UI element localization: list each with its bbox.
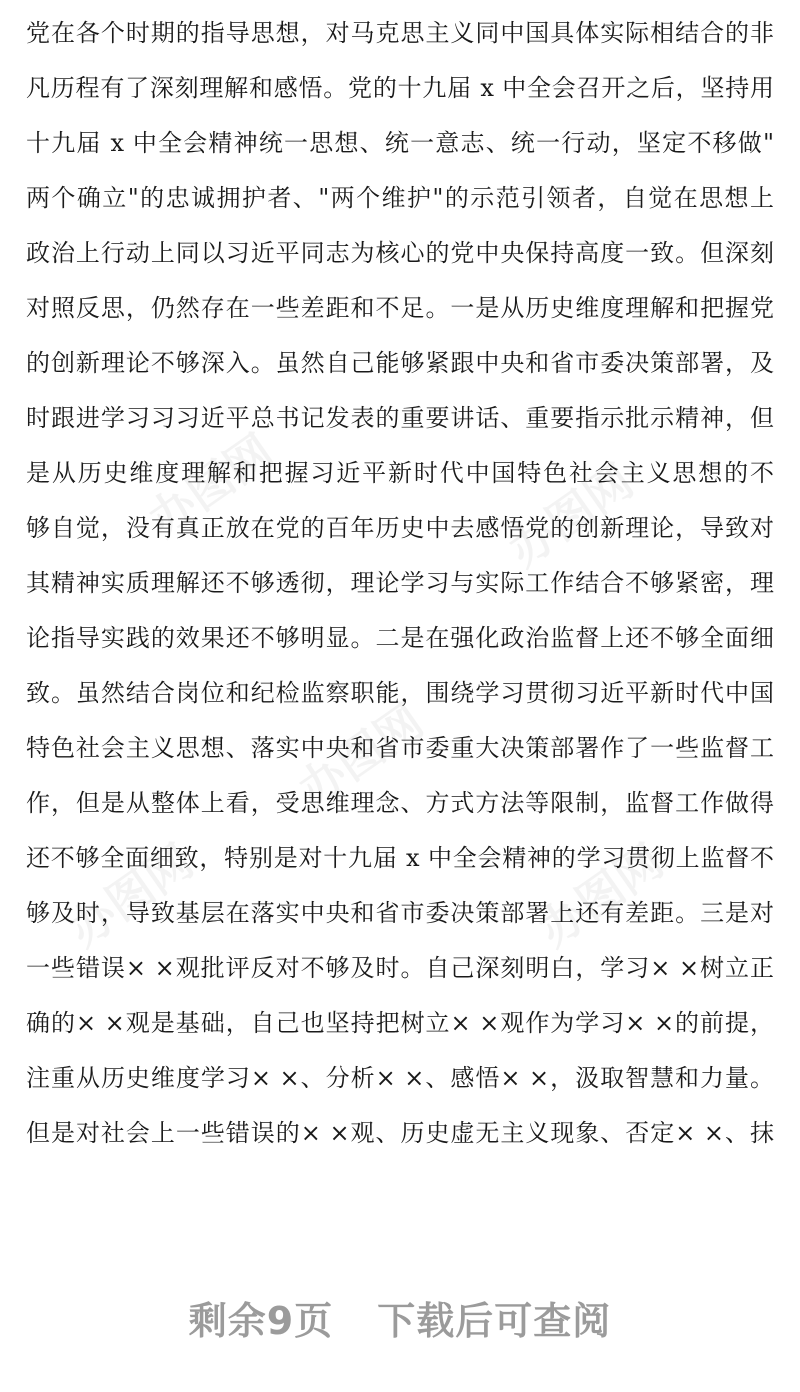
- document-text-line: 时跟进学习习习近平总书记发表的重要讲话、重要指示批示精神，但: [26, 404, 774, 432]
- document-text-line: 政治上行动上同以习近平同志为核心的党中央保持高度一致。但深刻: [26, 239, 774, 267]
- download-hint-label: 下载后可查阅: [377, 1299, 612, 1343]
- document-text-line: 确的× ×观是基础，自己也坚持把树立× ×观作为学习× ×的前提，: [26, 1009, 774, 1037]
- document-text-line: 作，但是从整体上看，受思维理念、方式方法等限制，监督工作做得: [26, 789, 774, 817]
- document-text-line: 两个确立"的忠诚拥护者、"两个维护"的示范引领者，自觉在思想上: [26, 184, 774, 212]
- document-text-line: 的创新理论不够深入。虽然自己能够紧跟中央和省市委决策部署，及: [26, 349, 774, 377]
- document-text-line: 凡历程有了深刻理解和感悟。党的十九届 x 中全会召开之后，坚持用: [26, 74, 774, 102]
- document-text-line: 一些错误× ×观批评反对不够及时。自己深刻明白，学习× ×树立正: [26, 954, 774, 982]
- document-text-line: 还不够全面细致，特别是对十九届 x 中全会精神的学习贯彻上监督不: [26, 844, 774, 872]
- document-text-line: 特色社会主义思想、落实中央和省市委重大决策部署作了一些监督工: [26, 734, 774, 762]
- document-text-line: 注重从历史维度学习× ×、分析× ×、感悟× ×，汲取智慧和力量。: [26, 1064, 774, 1092]
- document-text-line: 十九届 x 中全会精神统一思想、统一意志、统一行动，坚定不移做": [26, 129, 774, 157]
- document-text-line: 党在各个时期的指导思想，对马克思主义同中国具体实际相结合的非: [26, 19, 774, 47]
- document-text-line: 论指导实践的效果还不够明显。二是在强化政治监督上还不够全面细: [26, 624, 774, 652]
- document-text-line: 对照反思，仍然存在一些差距和不足。一是从历史维度理解和把握党: [26, 294, 774, 322]
- document-text-line: 是从历史维度理解和把握习近平新时代中国特色社会主义思想的不: [26, 459, 774, 487]
- document-text-line: 够自觉，没有真正放在党的百年历史中去感悟党的创新理论，导致对: [26, 514, 774, 542]
- document-text-line: 其精神实质理解还不够透彻，理论学习与实际工作结合不够紧密，理: [26, 569, 774, 597]
- document-text-line: 够及时，导致基层在落实中央和省市委决策部署上还有差距。三是对: [26, 899, 774, 927]
- document-text-line: 但是对社会上一些错误的× ×观、历史虚无主义现象、否定× ×、抹: [26, 1119, 774, 1147]
- document-text-line: 致。虽然结合岗位和纪检监察职能，围绕学习贯彻习近平新时代中国: [26, 679, 774, 707]
- remaining-pages-banner[interactable]: [0, 1290, 800, 1346]
- remaining-pages-label: 剩余9页: [188, 1299, 334, 1343]
